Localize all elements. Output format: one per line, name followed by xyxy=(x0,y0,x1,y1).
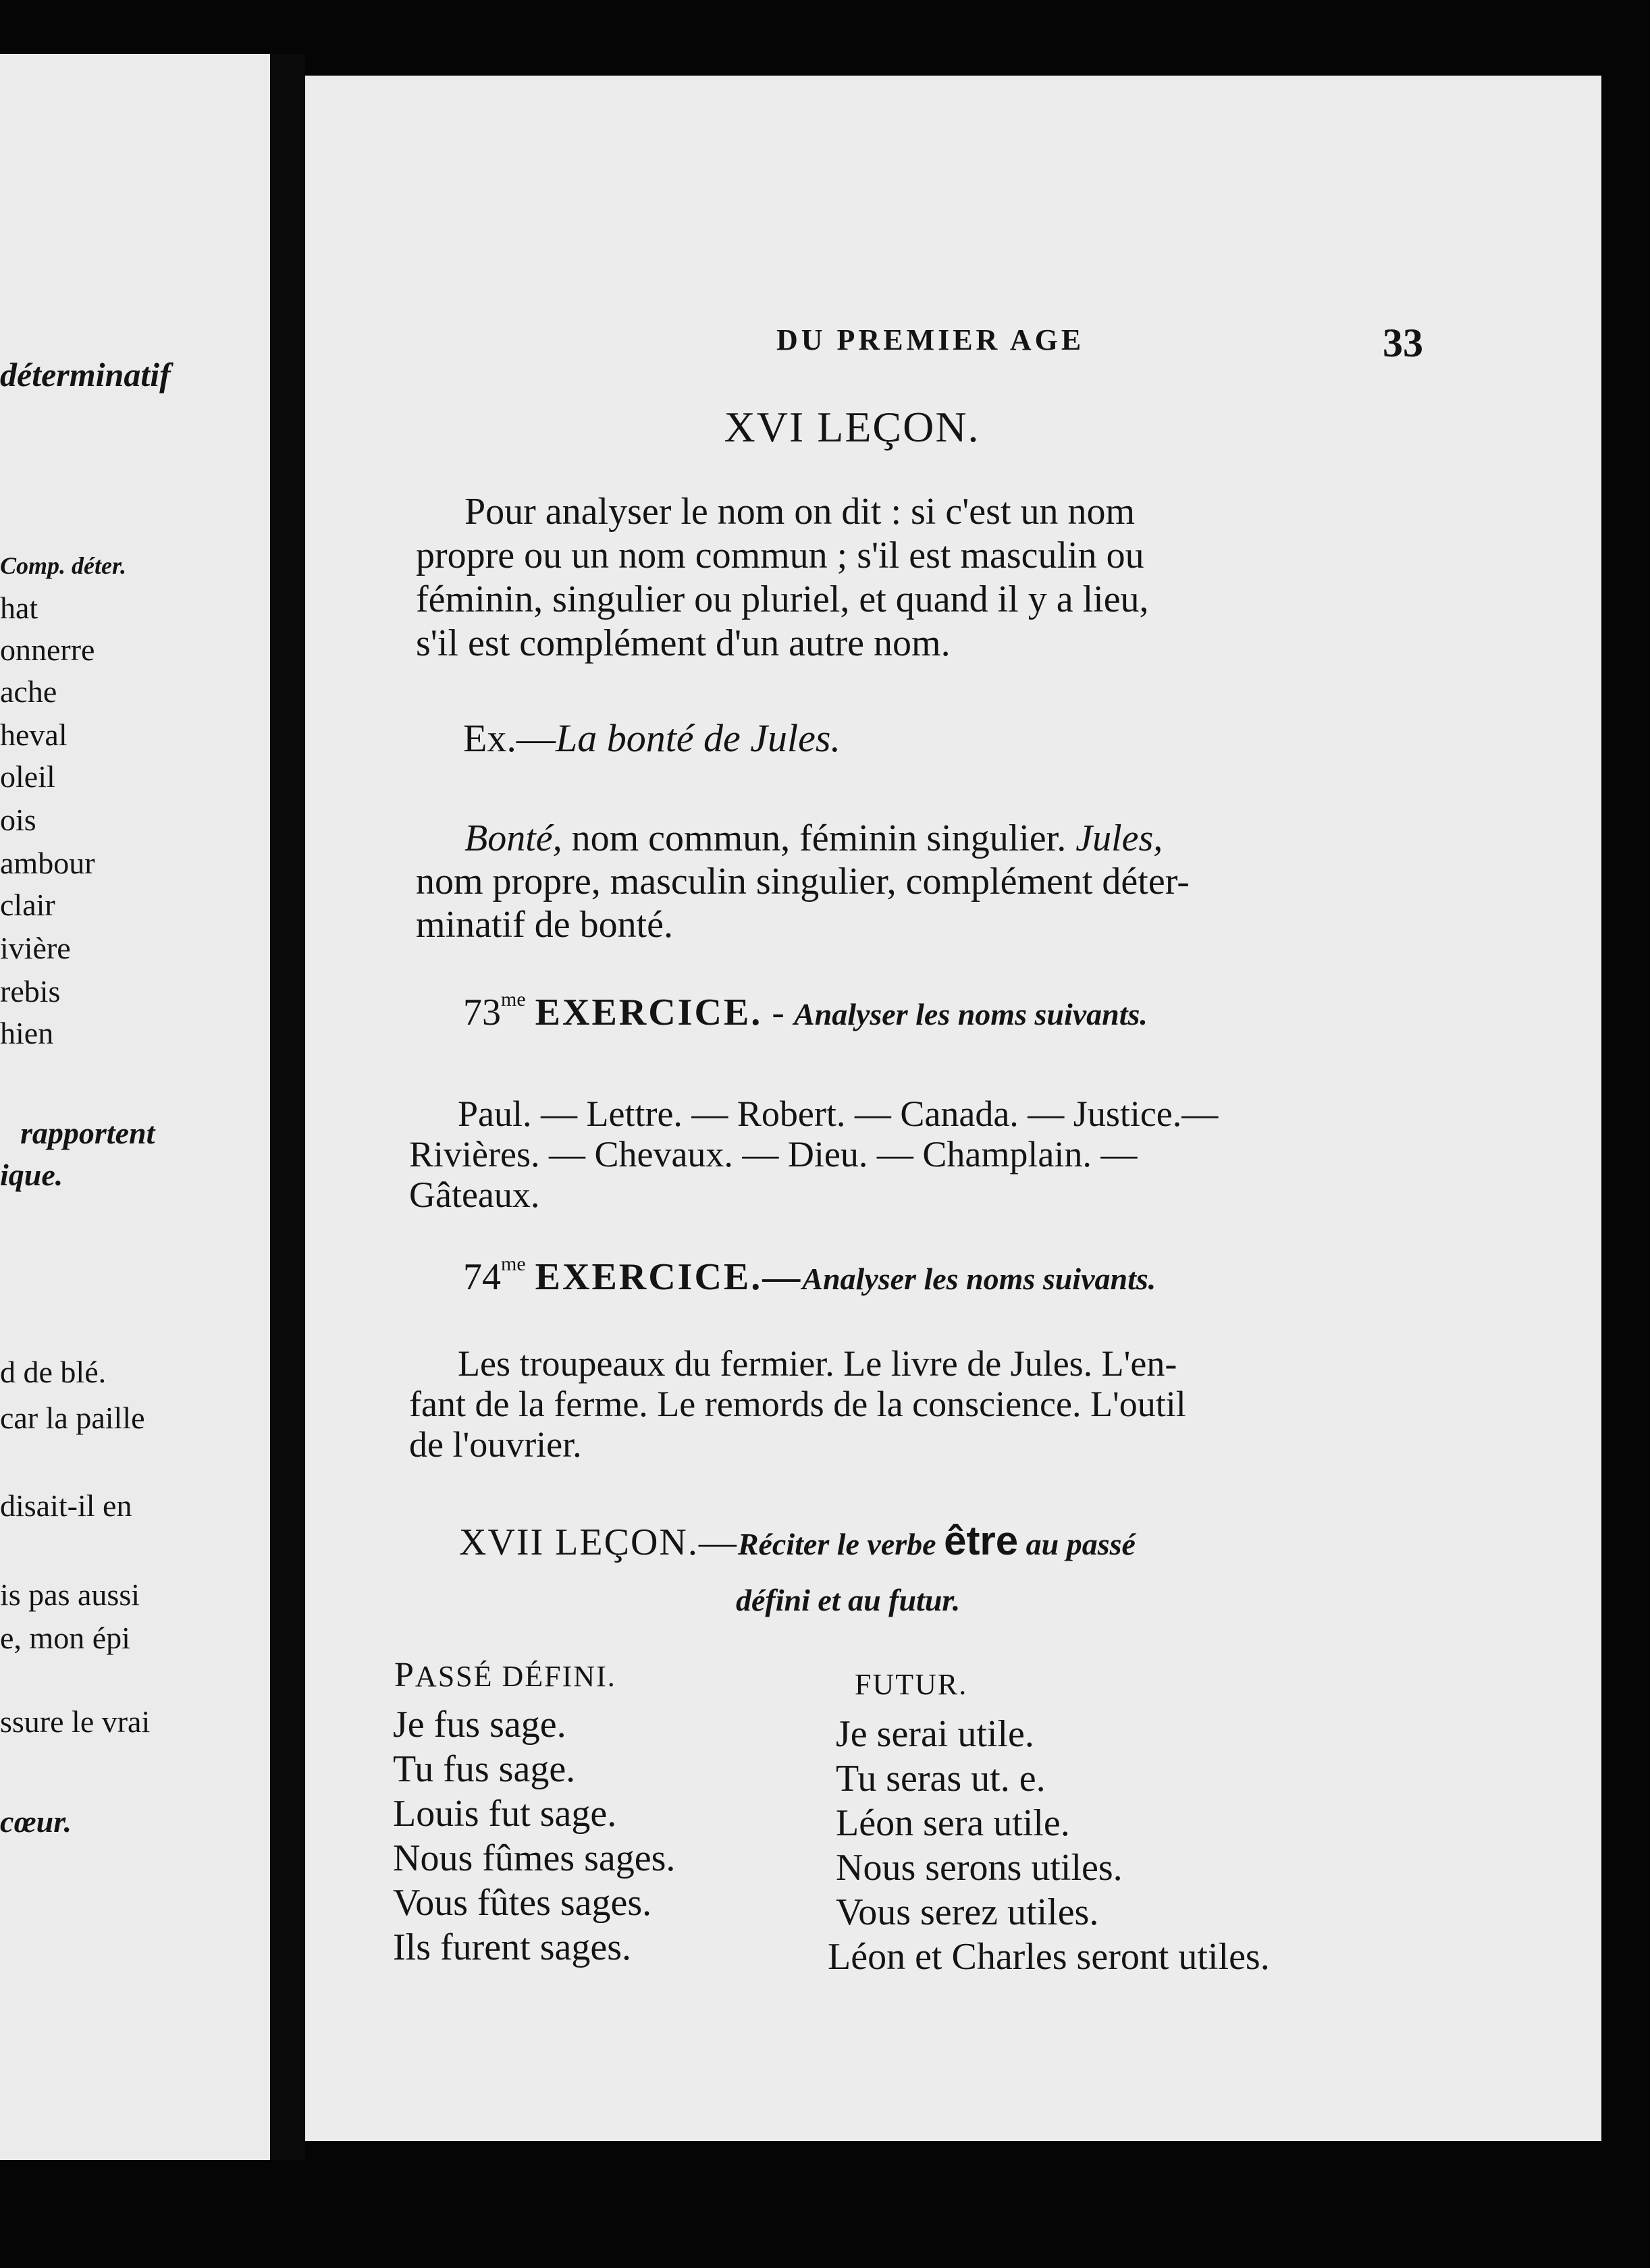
left-line: ivière xyxy=(0,931,71,965)
left-line: rapportent xyxy=(20,1116,155,1150)
exercise-number: 74 xyxy=(463,1256,501,1298)
conjugation-line: Tu fus sage. xyxy=(393,1748,576,1790)
left-line: cœur. xyxy=(0,1804,72,1839)
rule-line: féminin, singulier ou pluriel, et quand il y a lieu, xyxy=(416,578,1149,620)
passe-defini-heading xyxy=(394,1655,616,1695)
example-line xyxy=(463,716,841,761)
left-line: déterminatif xyxy=(0,356,171,394)
conjugation-line: Vous serez utiles. xyxy=(836,1891,1099,1933)
conjugation-line: Ils furent sages. xyxy=(393,1926,632,1968)
exercise-line: Paul. — Lettre. — Robert. — Canada. — Justice.— xyxy=(458,1094,1219,1134)
exercise-instruction: Analyser les noms suivants. xyxy=(793,997,1148,1031)
left-line: e, mon épi xyxy=(0,1621,130,1655)
exercise-73-heading xyxy=(463,988,1148,1034)
left-line: ambour xyxy=(0,846,95,880)
left-line: rebis xyxy=(0,974,61,1008)
analysis-line xyxy=(416,817,1418,860)
exercise-74-heading xyxy=(463,1253,1156,1299)
exercise-name: EXERCICE. xyxy=(535,992,763,1033)
conjugation-line: Je serai utile. xyxy=(836,1713,1034,1755)
exercise-line: Les troupeaux du fermier. Le livre de Jules. L'en- xyxy=(458,1343,1177,1384)
lesson-title: XVII LEÇON.— xyxy=(459,1521,738,1563)
analysis-line: minatif de bonté. xyxy=(416,904,674,946)
rule-line: s'il est complément d'un autre nom. xyxy=(416,622,951,664)
example-text: La bonté de Jules. xyxy=(555,716,841,760)
left-line: hien xyxy=(0,1016,54,1050)
left-line: onnerre xyxy=(0,632,95,667)
heading-rest: ASSÉ DÉFINI. xyxy=(415,1660,616,1693)
conjugation-line: Vous fûtes sages. xyxy=(393,1882,652,1924)
left-line: clair xyxy=(0,888,55,922)
left-line: disait-il en xyxy=(0,1488,132,1523)
lesson-instruction: au passé xyxy=(1018,1527,1136,1561)
exercise-name: EXERCICE.— xyxy=(535,1256,803,1298)
lesson-17-title xyxy=(459,1517,1136,1564)
exercise-line: Gâteaux. xyxy=(409,1174,540,1215)
exercise-sep: - xyxy=(762,992,794,1033)
analysis-paragraph xyxy=(416,817,1418,946)
left-line: oleil xyxy=(0,759,55,794)
left-line: hat xyxy=(0,591,38,625)
conjugation-line: Léon et Charles seront utiles. xyxy=(828,1936,1270,1978)
left-line: ique. xyxy=(0,1158,63,1192)
exercise-instruction: Analyser les noms suivants. xyxy=(802,1262,1156,1296)
exercise-74-list xyxy=(409,1343,1404,1465)
left-line: ssure le vrai xyxy=(0,1704,151,1739)
heading-cap: P xyxy=(394,1656,415,1694)
conjugation-line: Tu seras ut. e. xyxy=(836,1758,1046,1800)
rule-paragraph xyxy=(416,490,1419,666)
analysis-text: nom commun, féminin singulier. xyxy=(562,817,1076,859)
futur-heading: FUTUR. xyxy=(855,1668,968,1701)
lesson-instruction: Réciter le verbe xyxy=(737,1527,944,1561)
running-header: DU PREMIER AGE xyxy=(776,323,1085,356)
exercise-sup: me xyxy=(501,988,526,1010)
analysis-word: Jules, xyxy=(1075,817,1163,859)
example-label: Ex.— xyxy=(463,716,556,760)
left-line: ache xyxy=(0,674,57,709)
exercise-73-list xyxy=(409,1094,1404,1215)
book-gutter xyxy=(270,54,305,2160)
conjugation-line: Léon sera utile. xyxy=(836,1802,1070,1844)
page-number: 33 xyxy=(1383,321,1423,365)
lesson-instruction-cont: défini et au futur. xyxy=(736,1583,961,1617)
rule-line: Pour analyser le nom on dit : si c'est un nom xyxy=(464,491,1136,533)
conjugation-line: Nous fûmes sages. xyxy=(393,1837,676,1879)
exercise-sup: me xyxy=(501,1253,526,1275)
conjugation-line: Nous serons utiles. xyxy=(836,1847,1123,1889)
verb-name: être xyxy=(944,1518,1019,1563)
left-line: d de blé. xyxy=(0,1355,107,1389)
exercise-line: fant de la ferme. Le remords de la conscience. L'outil xyxy=(409,1384,1186,1424)
futur-column xyxy=(828,1712,1270,1979)
exercise-number: 73 xyxy=(463,992,501,1033)
conjugation-line: Je fus sage. xyxy=(393,1704,566,1746)
left-line: ois xyxy=(0,803,36,837)
exercise-line: Rivières. — Chevaux. — Dieu. — Champlain. — xyxy=(409,1134,1138,1174)
lesson-title: XVI LEÇON. xyxy=(724,403,980,451)
analysis-line: nom propre, masculin singulier, complément déter- xyxy=(416,861,1190,902)
conjugation-line: Louis fut sage. xyxy=(393,1793,617,1835)
left-line: Comp. déter. xyxy=(0,552,126,579)
left-line: is pas aussi xyxy=(0,1577,140,1612)
rule-line: propre ou un nom commun ; s'il est masculin ou xyxy=(416,535,1144,576)
left-line: car la paille xyxy=(0,1401,145,1435)
exercise-line: de l'ouvrier. xyxy=(409,1424,582,1465)
passe-defini-column xyxy=(393,1702,675,1970)
left-line: heval xyxy=(0,718,68,752)
analysis-word: Bonté, xyxy=(464,817,562,859)
